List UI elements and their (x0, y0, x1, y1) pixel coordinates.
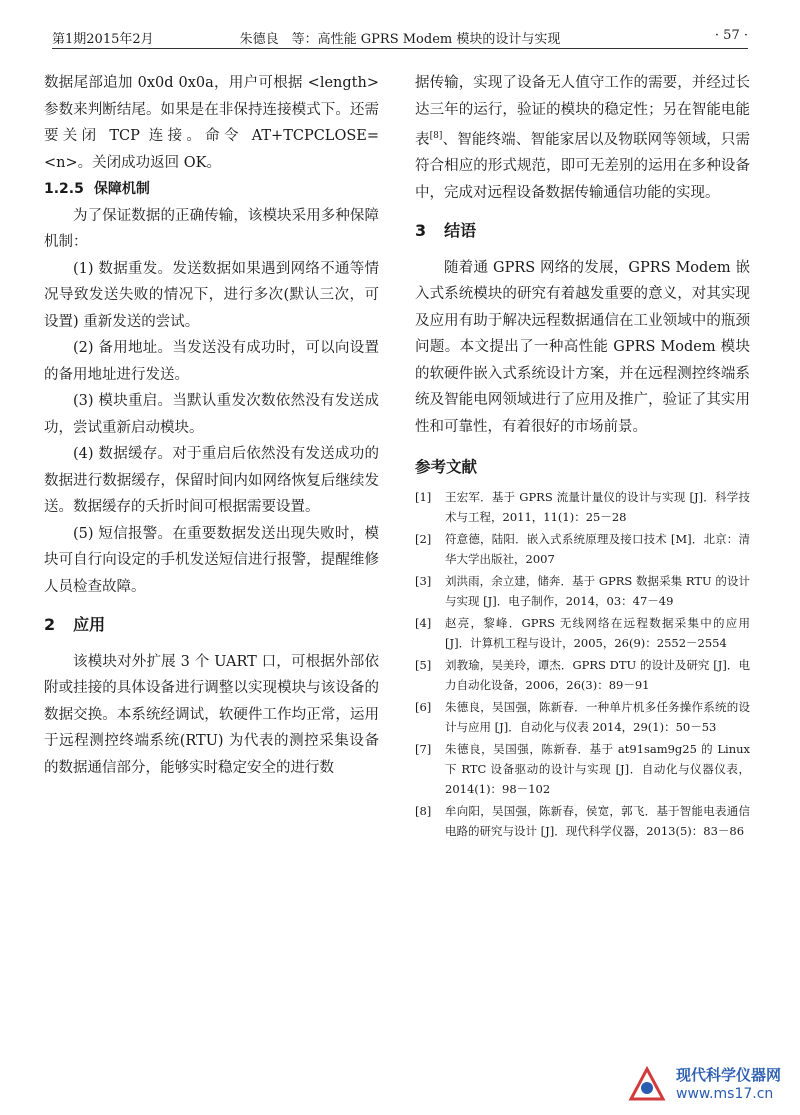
list-item-resend: (1) 数据重发。发送数据如果遇到网络不通等情况导致发送失败的情况下，进行多次(默认三次，可设置) 重新发送的尝试。 (44, 260, 379, 330)
text-run: 据传输，实现了设备无人值守工作的需要，并经过长达三年的运行，验证的模块的稳定性；另在智能电能表 (415, 75, 750, 148)
section-heading-conclusion (415, 218, 750, 245)
reference-number: [6] (415, 699, 432, 714)
reference-number: [5] (415, 657, 432, 672)
reference-item (415, 613, 750, 653)
references-heading: 参考文献 (415, 458, 478, 477)
list-item-backup-address: (2) 备用地址。当发送没有成功时，可以向设置的备用地址进行发送。 (44, 340, 379, 383)
paragraph-application: 该模块对外扩展 3 个 UART 口，可根据外部依附或挂接的具体设备进行调整以实现模块与该设备的数据交换。本系统经调试，软硬件工作均正常，运用于远程测控终端系统(RTU) 为代表的测控采集设备的数据通信部分，能够实时稳定安全的进行数 (44, 653, 379, 776)
subsection-heading-1-2-5 (44, 176, 379, 203)
reference-number: [7] (415, 741, 432, 756)
subsection-number: 1.2.5 (44, 181, 84, 197)
section-number: 2 (44, 615, 56, 634)
paragraph-tcp-close: 数据尾部追加 0x0d 0x0a，用户可根据 <length> 参数来判断结尾。如果是在非保持连接模式下。还需要关闭 TCP 连接。命令 AT+TCPCLOSE=<n>。关闭成功返回 OK。 (44, 75, 379, 171)
reference-number: [2] (415, 531, 432, 546)
reference-item (415, 697, 750, 737)
reference-text: 王宏军．基于 GPRS 流量计量仪的设计与实现 [J]．科学技术与工程，2011，11(1)：25－28 (445, 489, 750, 524)
reference-item (415, 739, 750, 799)
reference-item (415, 655, 750, 695)
section-heading-application (44, 612, 379, 639)
section-title: 应用 (73, 615, 106, 634)
section-title: 结语 (444, 221, 477, 241)
reference-text: 朱德良，吴国强，陈新春．一种单片机多任务操作系统的设计与应用 [J]．自动化与仪表 2014，29(1)：50－53 (445, 699, 750, 734)
site-watermark-logo (628, 1060, 798, 1110)
paragraph-conclusion: 随着通 GPRS 网络的发展，GPRS Modem 嵌入式系统模块的研究有着越发重要的意义，对其实现及应用有助于解决远程数据通信在工业领域中的瓶颈问题。本文提出了一种高性能 GPRS Modem 模块的软硬件嵌入式系统设计方案，并在远程测控终端系统及智能电网领域进行了应用及推广，验证了其实用性和可靠性，有着很好的市场前景。 (415, 259, 750, 435)
reference-item (415, 571, 750, 611)
reference-number: [4] (415, 615, 432, 630)
reference-number: [3] (415, 573, 432, 588)
reference-text: 赵亮，黎峰．GPRS 无线网络在远程数据采集中的应用 [J]．计算机工程与设计，2005，26(9)：2552－2554 (445, 615, 750, 650)
list-item-sms-alarm: (5) 短信报警。在重要数据发送出现失败时，模块可自行向设定的手机发送短信进行报警，提醒维修人员检查故障。 (44, 525, 379, 595)
references-list (415, 487, 750, 841)
logo-name: 现代科学仪器网 (676, 1066, 782, 1084)
reference-text: 朱德良，吴国强，陈新春．基于 at91sam9g25 的 Linux 下 RTC 设备驱动的设计与实现 [J]．自动化与仪器仪表，2014(1)：98－102 (445, 741, 750, 796)
header-page-number: · 57 · (714, 28, 748, 43)
left-column (44, 70, 379, 781)
reference-text: 刘教瑜，吴美玲，谭杰．GPRS DTU 的设计及研究 [J]．电力自动化设备，2006，26(3)：89－91 (445, 657, 750, 692)
section-number: 3 (415, 221, 427, 241)
logo-url: www.ms17.cn (676, 1086, 774, 1102)
reference-number: [1] (415, 489, 432, 504)
reference-number: [8] (415, 803, 432, 818)
paragraph-guarantee-intro: 为了保证数据的正确传输，该模块采用多种保障机制： (44, 207, 379, 250)
list-item-cache: (4) 数据缓存。对于重启后依然没有发送成功的数据进行数据缓存，保留时间内如网络恢复后继续发送。数据缓存的夭折时间可根据需要设置。 (44, 446, 379, 515)
reference-item (415, 529, 750, 569)
reference-text: 刘洪雨，余立建，储奔．基于 GPRS 数据采集 RTU 的设计与实现 [J]．电子制作，2014，03：47－49 (445, 573, 750, 608)
header-title: 朱德良 等：高性能 GPRS Modem 模块的设计与实现 (239, 32, 561, 47)
citation-superscript: [8] (429, 131, 443, 141)
reference-item (415, 487, 750, 527)
subsection-title: 保障机制 (93, 181, 150, 197)
paragraph-application-continued (415, 70, 750, 206)
reference-text: 符意德，陆阳．嵌入式系统原理及接口技术 [M]．北京：清华大学出版社，2007 (445, 531, 750, 566)
reference-text: 牟向阳，吴国强，陈新春，侯宽，郭飞．基于智能电表通信电路的研究与设计 [J]．现代科学仪器，2013(5)：83－86 (445, 803, 750, 838)
reference-item (415, 801, 750, 841)
running-header (52, 26, 748, 49)
right-column (415, 70, 750, 843)
text-run: 、智能终端、智能家居以及物联网等领域，只需符合相应的形式规范，即可无差别的运用在多种设备中，完成对远程设备数据传输通信功能的实现。 (415, 131, 751, 201)
header-issue: 第1期2015年2月 (52, 32, 154, 47)
list-item-restart: (3) 模块重启。当默认重发次数依然没有发送成功，尝试重新启动模块。 (44, 393, 379, 436)
logo-icon (628, 1066, 666, 1104)
